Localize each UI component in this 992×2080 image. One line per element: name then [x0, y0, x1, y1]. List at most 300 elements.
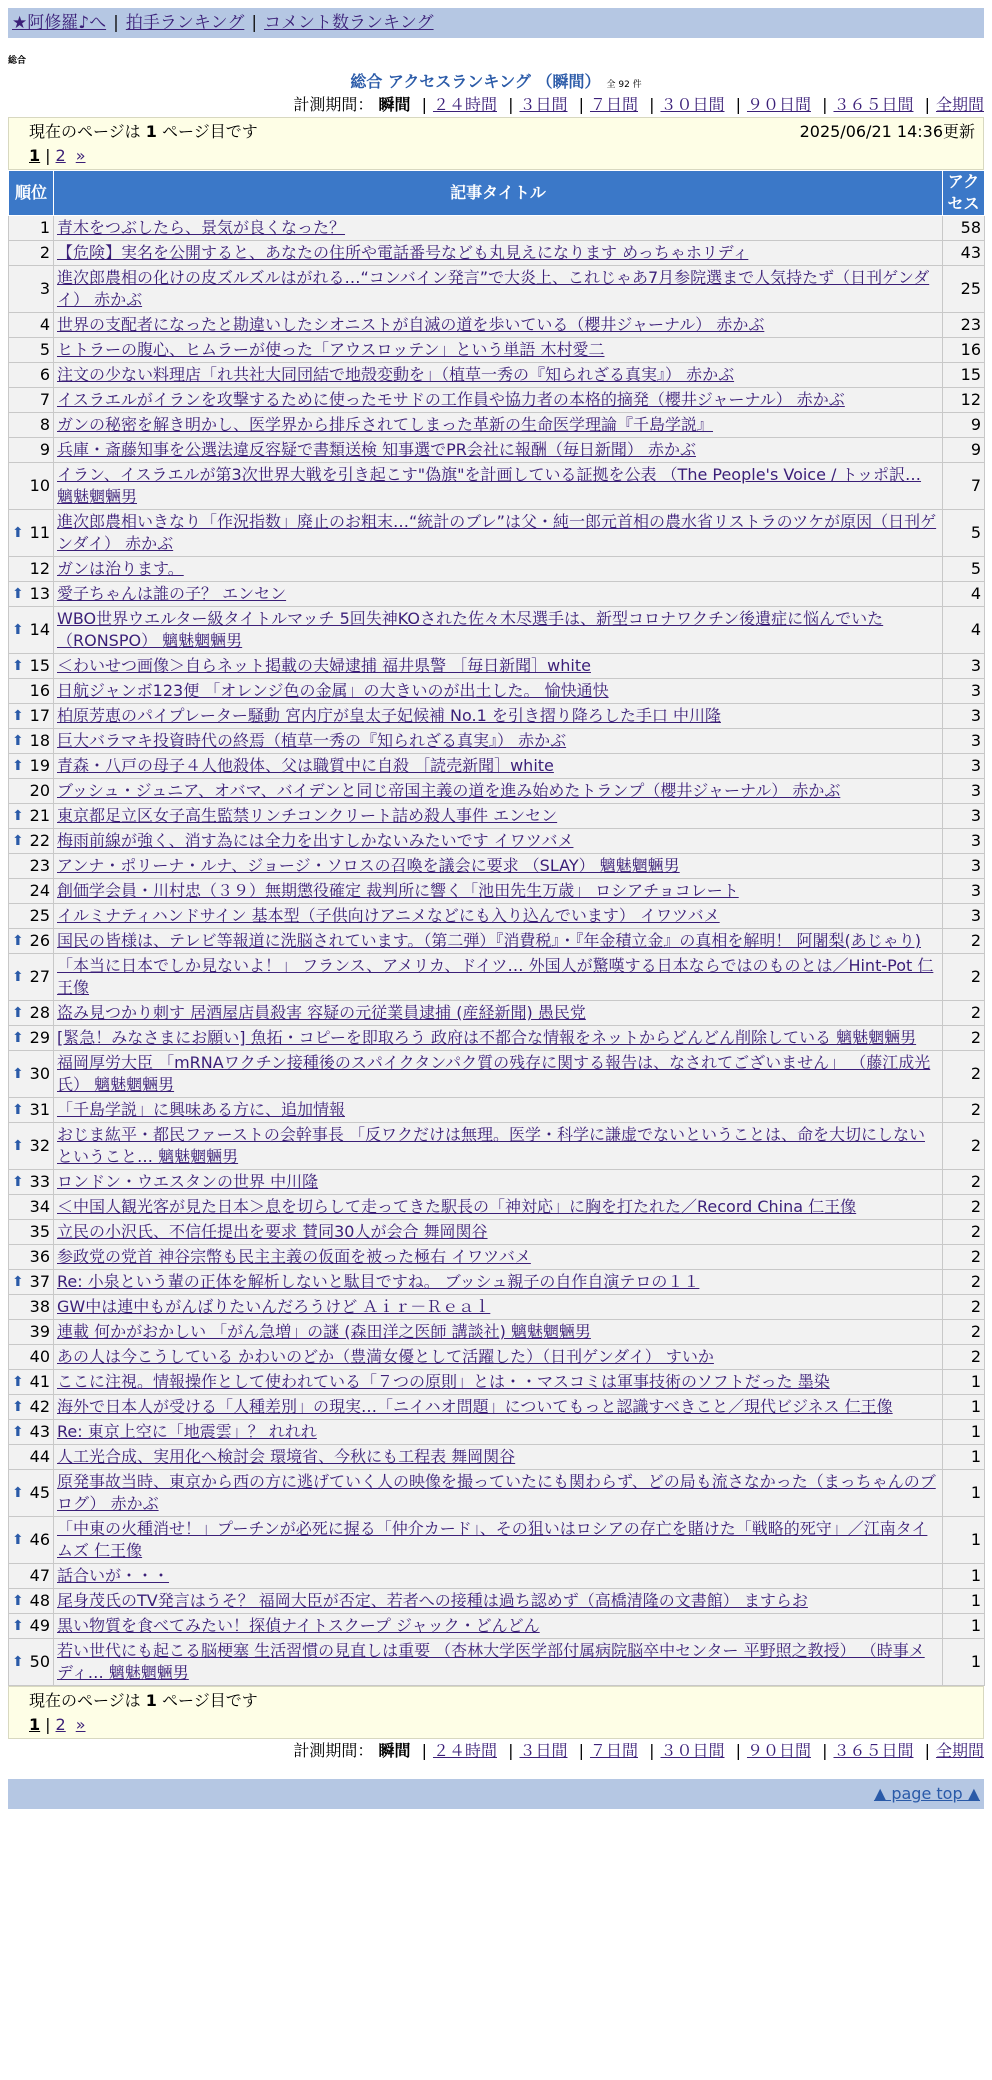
- article-link[interactable]: GW中は連中もがんばりたいんだろうけど Ａｉｒ－Ｒｅａｌ: [57, 1297, 491, 1316]
- access-count: 7: [943, 463, 985, 510]
- article-link[interactable]: 福岡厚労大臣 「mRNAワクチン接種後のスパイクタンパク質の残存に関する報告は、なされてございません」 （藤江成光氏） 魑魅魍魎男: [57, 1053, 931, 1094]
- up-arrow-icon: ⬆: [12, 525, 24, 541]
- up-arrow-icon: ⬆: [12, 733, 24, 749]
- access-count: 2: [943, 1245, 985, 1270]
- article-link[interactable]: ＜中国人観光客が見た日本＞息を切らして走ってきた駅長の「神対応」に胸を打たれた／Record China 仁王像: [57, 1197, 857, 1216]
- article-link[interactable]: 柏原芳恵のパイプレーター騒動 宮内庁が皇太子妃候補 No.1 を引き摺り降ろした手口 中川隆: [57, 706, 721, 725]
- table-row: [9, 1614, 985, 1639]
- rank-cell: [9, 1026, 54, 1051]
- table-row: [9, 313, 985, 338]
- rank-cell: [9, 779, 54, 804]
- rank-number: 36: [29, 1247, 50, 1266]
- title-cell: [54, 1245, 943, 1270]
- rank-number: 34: [29, 1197, 50, 1216]
- table-row: [9, 1195, 985, 1220]
- period-link-24h[interactable]: ２４時間: [432, 95, 497, 114]
- title-cell: [54, 241, 943, 266]
- title-cell: [54, 1195, 943, 1220]
- up-arrow-icon: ⬆: [12, 1424, 24, 1440]
- rank-number: 38: [29, 1297, 50, 1316]
- access-count: 1: [943, 1420, 985, 1445]
- rank-number: 22: [29, 831, 50, 850]
- article-link[interactable]: 注文の少ない料理店「れ共社大同団結で地殻変動を」（植草一秀の『知られざる真実』） 赤かぶ: [57, 365, 735, 384]
- rank-cell: [9, 1220, 54, 1245]
- rank-number: 50: [29, 1652, 50, 1671]
- up-arrow-icon: ⬆: [12, 658, 24, 674]
- title-cell: [54, 754, 943, 779]
- title-cell: [54, 679, 943, 704]
- rank-cell: [9, 704, 54, 729]
- access-count: 1: [943, 1470, 985, 1517]
- access-count: 5: [943, 510, 985, 557]
- article-link[interactable]: 愛子ちゃんは誰の子？ エンセン: [57, 584, 287, 603]
- article-link[interactable]: 原発事故当時、東京から西の方に逃げていく人の映像を撮っていたにも関わらず、どの局も流さなかった（まっちゃんのブログ） 赤かぶ: [57, 1472, 936, 1513]
- rank-number: 32: [29, 1136, 50, 1155]
- up-arrow-icon: ⬆: [12, 1005, 24, 1021]
- access-count: 3: [943, 804, 985, 829]
- table-row: [9, 1639, 985, 1686]
- rank-number: 7: [39, 390, 50, 409]
- article-link[interactable]: 「千島学説」に興味ある方に、追加情報: [57, 1100, 346, 1119]
- title-cell: [54, 1320, 943, 1345]
- rank-number: 31: [29, 1100, 50, 1119]
- title-cell: [54, 854, 943, 879]
- table-row: [9, 266, 985, 313]
- page-indicator-bottom: 現在のページは 1 ページ目です: [29, 1691, 258, 1710]
- period-link-90d[interactable]: ９０日間: [746, 95, 811, 114]
- access-count: 43: [943, 241, 985, 266]
- title-cell: [54, 1026, 943, 1051]
- total-count: 全 92 件: [606, 80, 642, 90]
- article-link[interactable]: 海外で日本人が受ける「人種差別」の現実…「ニイハオ問題」についてもっと認識すべきこと／現代ビジネス 仁王像: [57, 1397, 893, 1416]
- up-arrow-icon: ⬆: [12, 1274, 24, 1290]
- access-count: 3: [943, 754, 985, 779]
- table-row: [9, 804, 985, 829]
- up-arrow-icon: ⬆: [12, 708, 24, 724]
- clap-ranking-link[interactable]: 拍手ランキング: [125, 13, 245, 33]
- access-count: 4: [943, 582, 985, 607]
- article-link[interactable]: ガンは治ります。: [57, 559, 184, 578]
- bottom-bar: [8, 1779, 984, 1809]
- rank-cell: [9, 804, 54, 829]
- article-link[interactable]: 盗み見つかり刺す 居酒屋店員殺害 容疑の元従業員逮捕 (産経新聞) 愚民党: [57, 1003, 586, 1022]
- table-row: [9, 1098, 985, 1123]
- category-label: 総合: [8, 56, 27, 66]
- access-count: 4: [943, 607, 985, 654]
- rank-cell: [9, 1470, 54, 1517]
- table-row: [9, 879, 985, 904]
- pager-current-bottom: 1: [29, 1715, 41, 1734]
- rank-number: 21: [29, 806, 50, 825]
- rank-cell: [9, 1420, 54, 1445]
- title-cell: [54, 1614, 943, 1639]
- access-count: 9: [943, 413, 985, 438]
- article-link[interactable]: 立民の小沢氏、不信任提出を要求 賛同30人が会合 舞岡関谷: [57, 1222, 488, 1241]
- access-count: 2: [943, 1098, 985, 1123]
- comment-ranking-link[interactable]: コメント数ランキング: [264, 13, 434, 33]
- access-count: 2: [943, 1001, 985, 1026]
- rank-number: 1: [39, 218, 50, 237]
- ranking-table: [8, 170, 985, 1686]
- pager-next-bottom[interactable]: »: [75, 1715, 86, 1734]
- article-link[interactable]: 世界の支配者になったと勘違いしたシオニストが自滅の道を歩いている（櫻井ジャーナル） 赤かぶ: [57, 315, 765, 334]
- article-link[interactable]: 日航ジャンボ123便 「オレンジ色の金属」の大きいのが出土した。 愉快通快: [57, 681, 609, 700]
- table-row: [9, 904, 985, 929]
- access-count: 3: [943, 704, 985, 729]
- rank-cell: [9, 754, 54, 779]
- rank-cell: [9, 854, 54, 879]
- title-cell: [54, 829, 943, 854]
- ranking-title-row: [8, 71, 984, 93]
- rank-cell: [9, 510, 54, 557]
- rank-cell: [9, 363, 54, 388]
- article-link[interactable]: 東京都足立区女子高生監禁リンチコンクリート詰め殺人事件 エンセン: [57, 806, 558, 825]
- table-row: [9, 654, 985, 679]
- rank-number: 18: [29, 731, 50, 750]
- title-cell: [54, 1098, 943, 1123]
- access-count: 2: [943, 1051, 985, 1098]
- rank-cell: [9, 1395, 54, 1420]
- rank-cell: [9, 557, 54, 582]
- pager-current: 1: [29, 146, 41, 165]
- rank-number: 42: [29, 1397, 50, 1416]
- period-selector-top: 計測期間： 瞬間 | ２４時間 | ３日間 | ７日間 | ３０日間 | ９０日間 | ３６５日間 | 全期間: [293, 95, 984, 114]
- page-indicator: 現在のページは 1 ページ目です: [29, 122, 258, 141]
- access-count: 2: [943, 1026, 985, 1051]
- title-cell: [54, 929, 943, 954]
- rank-number: 20: [29, 781, 50, 800]
- table-row: [9, 1517, 985, 1564]
- up-arrow-icon: ⬆: [12, 1618, 24, 1634]
- access-count: 2: [943, 1123, 985, 1170]
- access-count: 2: [943, 1320, 985, 1345]
- title-cell: [54, 804, 943, 829]
- table-row: [9, 557, 985, 582]
- access-count: 3: [943, 779, 985, 804]
- rank-cell: [9, 1295, 54, 1320]
- up-arrow-icon: ⬆: [12, 933, 24, 949]
- article-link[interactable]: WBO世界ウエルター級タイトルマッチ 5回失神KOされた佐々木尽選手は、新型コロナワクチン後遺症に悩んでいた（RONSPO） 魑魅魍魎男: [57, 609, 884, 650]
- access-count: 2: [943, 1345, 985, 1370]
- rank-number: 14: [29, 620, 50, 639]
- rank-number: 47: [29, 1566, 50, 1585]
- up-arrow-icon: ⬆: [12, 758, 24, 774]
- title-cell: [54, 388, 943, 413]
- article-link[interactable]: 創価学会員・川村忠（３９）無期懲役確定 裁判所に響く「池田先生万歳」 ロシアチョコレート: [57, 881, 739, 900]
- rank-cell: [9, 1589, 54, 1614]
- table-row: [9, 854, 985, 879]
- page-info-bottom: [8, 1686, 984, 1739]
- access-count: 1: [943, 1517, 985, 1564]
- title-cell: [54, 582, 943, 607]
- access-count: 5: [943, 557, 985, 582]
- title-cell: [54, 1564, 943, 1589]
- up-arrow-icon: ⬆: [12, 1030, 24, 1046]
- access-count: 1: [943, 1445, 985, 1470]
- article-link[interactable]: ここに注視。情報操作として使われている「７つの原則」とは・・マスコミは軍事技術のソフトだった 墨染: [57, 1372, 830, 1391]
- article-link[interactable]: 黒い物質を食べてみたい！探偵ナイトスクープ ジャック・どんどん: [57, 1616, 540, 1635]
- rank-cell: [9, 904, 54, 929]
- title-cell: [54, 1170, 943, 1195]
- rank-number: 46: [29, 1530, 50, 1549]
- title-cell: [54, 1589, 943, 1614]
- article-link[interactable]: 青森・八戸の母子４人他殺体、父は職質中に自殺 ［読売新聞］white: [57, 756, 554, 775]
- article-link[interactable]: 「中東の火種消せ！」プーチンが必死に握る「仲介カード」、その狙いはロシアの存亡を賭けた「戦略的死守」／江南タイムズ 仁王像: [57, 1519, 928, 1560]
- period-link-365d-bottom[interactable]: ３６５日間: [833, 1741, 914, 1760]
- table-row: [9, 1395, 985, 1420]
- table-row: [9, 779, 985, 804]
- rank-cell: [9, 729, 54, 754]
- table-row: [9, 1320, 985, 1345]
- rank-cell: [9, 1245, 54, 1270]
- home-link[interactable]: ★阿修羅♪へ: [12, 13, 107, 33]
- page-info-top: [8, 117, 984, 170]
- table-row: [9, 510, 985, 557]
- title-cell: [54, 463, 943, 510]
- article-link[interactable]: 若い世代にも起こる脳梗塞 生活習慣の見直しは重要 （杏林大学医学部付属病院脳卒中センター 平野照之教授） （時事メディ… 魑魅魍魎男: [57, 1641, 925, 1682]
- rank-cell: [9, 1001, 54, 1026]
- rank-cell: [9, 1270, 54, 1295]
- rank-number: 26: [29, 931, 50, 950]
- title-cell: [54, 1001, 943, 1026]
- article-link[interactable]: 進次郎農相の化けの皮ズルズルはがれる…“コンバイン発言”で大炎上、これじゃあ7月参院選まで人気持たず（日刊ゲンダイ） 赤かぶ: [57, 268, 930, 309]
- title-cell: [54, 704, 943, 729]
- title-cell: [54, 779, 943, 804]
- up-arrow-icon: ⬆: [12, 1138, 24, 1154]
- col-access-header: アクセス: [943, 171, 985, 216]
- access-count: 2: [943, 1295, 985, 1320]
- period-link-24h-bottom[interactable]: ２４時間: [432, 1741, 497, 1760]
- article-link[interactable]: ＜わいせつ画像＞自らネット掲載の夫婦逮捕 福井県警 ［毎日新聞］white: [57, 656, 591, 675]
- rank-cell: [9, 654, 54, 679]
- rank-number: 40: [29, 1347, 50, 1366]
- table-row: [9, 829, 985, 854]
- period-link-7d-bottom[interactable]: ７日間: [589, 1741, 638, 1760]
- up-arrow-icon: ⬆: [12, 1532, 24, 1548]
- updated-timestamp: 2025/06/21 14:36更新: [799, 122, 975, 141]
- period-link-3d[interactable]: ３日間: [519, 95, 568, 114]
- rank-number: 43: [29, 1422, 50, 1441]
- rank-cell: [9, 1051, 54, 1098]
- title-cell: [54, 1345, 943, 1370]
- article-link[interactable]: ロンドン・ウエスタンの世界 中川隆: [57, 1172, 319, 1191]
- access-count: 3: [943, 679, 985, 704]
- pager-page-2-bottom[interactable]: 2: [55, 1715, 66, 1734]
- rank-cell: [9, 338, 54, 363]
- up-arrow-icon: ⬆: [12, 1593, 24, 1609]
- rank-number: 6: [39, 365, 50, 384]
- table-row: [9, 1370, 985, 1395]
- access-count: 3: [943, 829, 985, 854]
- access-count: 15: [943, 363, 985, 388]
- article-link[interactable]: 参政党の党首 神谷宗幣も民主主義の仮面を被った極右 イワツバメ: [57, 1247, 531, 1266]
- col-title-header: 記事タイトル: [54, 171, 943, 216]
- article-link[interactable]: アンナ・ポリーナ・ルナ、ジョージ・ソロスの召喚を議会に要求 （SLAY） 魑魅魍魎男: [57, 856, 680, 875]
- table-row: [9, 1245, 985, 1270]
- period-label: 計測期間：: [293, 95, 374, 114]
- article-link[interactable]: あの人は今こうしている かわいのどか（豊満女優として活躍した）（日刊ゲンダイ） すいか: [57, 1347, 714, 1366]
- article-link[interactable]: 尾身茂氏のTV発言はうそ？ 福岡大臣が否定、若者への接種は過ち認めず（高橋清隆の文書館） ますらお: [57, 1591, 808, 1610]
- article-link[interactable]: [緊急！みなさまにお願い] 魚拓・コピーを即取ろう 政府は不都合な情報をネットからどんどん削除している 魑魅魍魎男: [57, 1028, 917, 1047]
- access-count: 2: [943, 1220, 985, 1245]
- rank-number: 8: [39, 415, 50, 434]
- rank-number: 15: [29, 656, 50, 675]
- rank-cell: [9, 1445, 54, 1470]
- up-arrow-icon: ⬆: [12, 1654, 24, 1670]
- table-row: [9, 363, 985, 388]
- access-count: 12: [943, 388, 985, 413]
- title-cell: [54, 729, 943, 754]
- period-current: 瞬間: [378, 95, 411, 114]
- article-link[interactable]: 人工光合成、実用化へ検討会 環境省、今秋にも工程表 舞岡関谷: [57, 1447, 516, 1466]
- period-link-all[interactable]: 全期間: [935, 95, 984, 114]
- up-arrow-icon: ⬆: [12, 1485, 24, 1501]
- access-count: 16: [943, 338, 985, 363]
- title-cell: [54, 338, 943, 363]
- rank-cell: [9, 1170, 54, 1195]
- table-row: [9, 607, 985, 654]
- article-link[interactable]: ガンの秘密を解き明かし、医学界から排斥されてしまった革新の生命医学理論『千島学説』: [57, 415, 714, 434]
- up-arrow-icon: ⬆: [12, 1374, 24, 1390]
- rank-cell: [9, 438, 54, 463]
- table-row: [9, 954, 985, 1001]
- title-cell: [54, 1395, 943, 1420]
- rank-number: 30: [29, 1064, 50, 1083]
- rank-cell: [9, 1123, 54, 1170]
- pager-next[interactable]: »: [75, 146, 86, 165]
- table-row: [9, 929, 985, 954]
- article-link[interactable]: おじま紘平・都民ファーストの会幹事長 「反ワクだけは無理。医学・科学に謙虚でないということは、命を大切にしないということ… 魑魅魍魎男: [57, 1125, 925, 1166]
- article-link[interactable]: 梅雨前線が強く、消す為には全力を出すしかないみたいです イワツバメ: [57, 831, 574, 850]
- table-row: [9, 216, 985, 241]
- title-cell: [54, 1220, 943, 1245]
- article-link[interactable]: イルミナティハンドサイン 基本型（子供向けアニメなどにも入り込んでいます） イワツバメ: [57, 906, 720, 925]
- rank-number: 23: [29, 856, 50, 875]
- pager-bottom: 1 | 2 »: [29, 1715, 86, 1734]
- page-top-link[interactable]: ▲ page top ▲: [873, 1784, 980, 1803]
- rank-number: 48: [29, 1591, 50, 1610]
- table-row: [9, 1295, 985, 1320]
- article-link[interactable]: 兵庫・斎藤知事を公選法違反容疑で書類送検 知事選でPR会社に報酬（毎日新聞） 赤かぶ: [57, 440, 696, 459]
- rank-number: 16: [29, 681, 50, 700]
- period-link-7d[interactable]: ７日間: [589, 95, 638, 114]
- table-row: [9, 438, 985, 463]
- rank-number: 39: [29, 1322, 50, 1341]
- rank-number: 3: [39, 279, 50, 298]
- title-cell: [54, 363, 943, 388]
- rank-number: 28: [29, 1003, 50, 1022]
- period-link-30d[interactable]: ３０日間: [660, 95, 725, 114]
- article-link[interactable]: 【危険】実名を公開すると、あなたの住所や電話番号なども丸見えになります めっちゃホリディ: [57, 243, 749, 262]
- pager-page-2[interactable]: 2: [55, 146, 66, 165]
- title-cell: [54, 1051, 943, 1098]
- table-row: [9, 388, 985, 413]
- table-row: [9, 1170, 985, 1195]
- article-link[interactable]: Re: 小泉という輩の正体を解析しないと駄目ですね。 ブッシュ親子の自作自演テロの１１: [57, 1272, 700, 1291]
- up-arrow-icon: ⬆: [12, 808, 24, 824]
- period-link-90d-bottom[interactable]: ９０日間: [746, 1741, 811, 1760]
- rank-cell: [9, 1320, 54, 1345]
- table-row: [9, 1220, 985, 1245]
- title-cell: [54, 954, 943, 1001]
- rank-number: 29: [29, 1028, 50, 1047]
- rank-cell: [9, 463, 54, 510]
- article-link[interactable]: 青木をつぶしたら、景気が良くなった？: [57, 218, 346, 237]
- access-count: 2: [943, 929, 985, 954]
- rank-cell: [9, 929, 54, 954]
- access-count: 3: [943, 729, 985, 754]
- table-row: [9, 1564, 985, 1589]
- table-row: [9, 1470, 985, 1517]
- rank-number: 25: [29, 906, 50, 925]
- access-count: 2: [943, 1170, 985, 1195]
- access-count: 1: [943, 1589, 985, 1614]
- rank-cell: [9, 879, 54, 904]
- rank-cell: [9, 216, 54, 241]
- rank-number: 41: [29, 1372, 50, 1391]
- period-link-365d[interactable]: ３６５日間: [833, 95, 914, 114]
- article-link[interactable]: イスラエルがイランを攻撃するために使ったモサドの工作員や協力者の本格的摘発（櫻井ジャーナル） 赤かぶ: [57, 390, 845, 409]
- rank-cell: [9, 829, 54, 854]
- table-row: [9, 754, 985, 779]
- table-row: [9, 1589, 985, 1614]
- top-nav-bar: ★阿修羅♪へ | 拍手ランキング | コメント数ランキング: [8, 8, 984, 38]
- article-link[interactable]: ブッシュ・ジュニア、オバマ、バイデンと同じ帝国主義の道を進み始めたトランプ（櫻井ジャーナル） 赤かぶ: [57, 781, 841, 800]
- title-cell: [54, 654, 943, 679]
- table-row: [9, 582, 985, 607]
- rank-cell: [9, 1098, 54, 1123]
- title-cell: [54, 1517, 943, 1564]
- article-link[interactable]: 話合いが・・・: [57, 1566, 170, 1585]
- title-cell: [54, 607, 943, 654]
- article-link[interactable]: ヒトラーの腹心、ヒムラーが使った「アウスロッテン」という単語 木村愛二: [57, 340, 605, 359]
- article-link[interactable]: Re: 東京上空に「地震雲」？ れれれ: [57, 1422, 317, 1441]
- rank-cell: [9, 1370, 54, 1395]
- article-link[interactable]: 巨大バラマキ投資時代の終焉（植草一秀の『知られざる真実』） 赤かぶ: [57, 731, 567, 750]
- table-row: [9, 729, 985, 754]
- rank-number: 2: [39, 243, 50, 262]
- article-link[interactable]: 連載 何かがおかしい 「がん急増」の謎 (森田洋之医師 講談社) 魑魅魍魎男: [57, 1322, 591, 1341]
- article-link[interactable]: 進次郎農相いきなり「作況指数」廃止のお粗末…“統計のブレ”は父・純一郎元首相の農水省リストラのツケが原因（日刊ゲンダイ） 赤かぶ: [57, 512, 937, 553]
- table-row: [9, 338, 985, 363]
- rank-cell: [9, 679, 54, 704]
- rank-number: 10: [29, 476, 50, 495]
- title-cell: [54, 879, 943, 904]
- title-cell: [54, 904, 943, 929]
- article-link[interactable]: 「本当に日本でしか見ないよ！」 フランス、アメリカ、ドイツ… 外国人が驚嘆する日本ならではのものとは／Hint-Pot 仁王像: [57, 956, 934, 997]
- access-count: 3: [943, 654, 985, 679]
- access-count: 1: [943, 1370, 985, 1395]
- period-link-all-bottom[interactable]: 全期間: [935, 1741, 984, 1760]
- rank-cell: [9, 1195, 54, 1220]
- up-arrow-icon: ⬆: [12, 969, 24, 985]
- title-cell: [54, 413, 943, 438]
- access-count: 3: [943, 854, 985, 879]
- access-count: 2: [943, 954, 985, 1001]
- table-row: [9, 1270, 985, 1295]
- rank-number: 49: [29, 1616, 50, 1635]
- article-link[interactable]: 国民の皆様は、テレビ等報道に洗脳されています。（第二弾）『消費税』・『年金積立金』の真相を解明！ 阿闍梨(あじゃり): [57, 931, 921, 950]
- rank-number: 44: [29, 1447, 50, 1466]
- ranking-title: 総合 アクセスランキング （瞬間）: [350, 72, 601, 91]
- table-row: [9, 1420, 985, 1445]
- pager-top: 1 | 2 »: [29, 146, 86, 165]
- article-link[interactable]: イラン、イスラエルが第3次世界大戦を引き起こす"偽旗"を計画している証拠を公表 （The People's Voice / トッポ訳… 魑魅魍魎男: [57, 465, 922, 506]
- period-link-30d-bottom[interactable]: ３０日間: [660, 1741, 725, 1760]
- table-row: [9, 704, 985, 729]
- period-link-3d-bottom[interactable]: ３日間: [519, 1741, 568, 1760]
- access-count: 1: [943, 1395, 985, 1420]
